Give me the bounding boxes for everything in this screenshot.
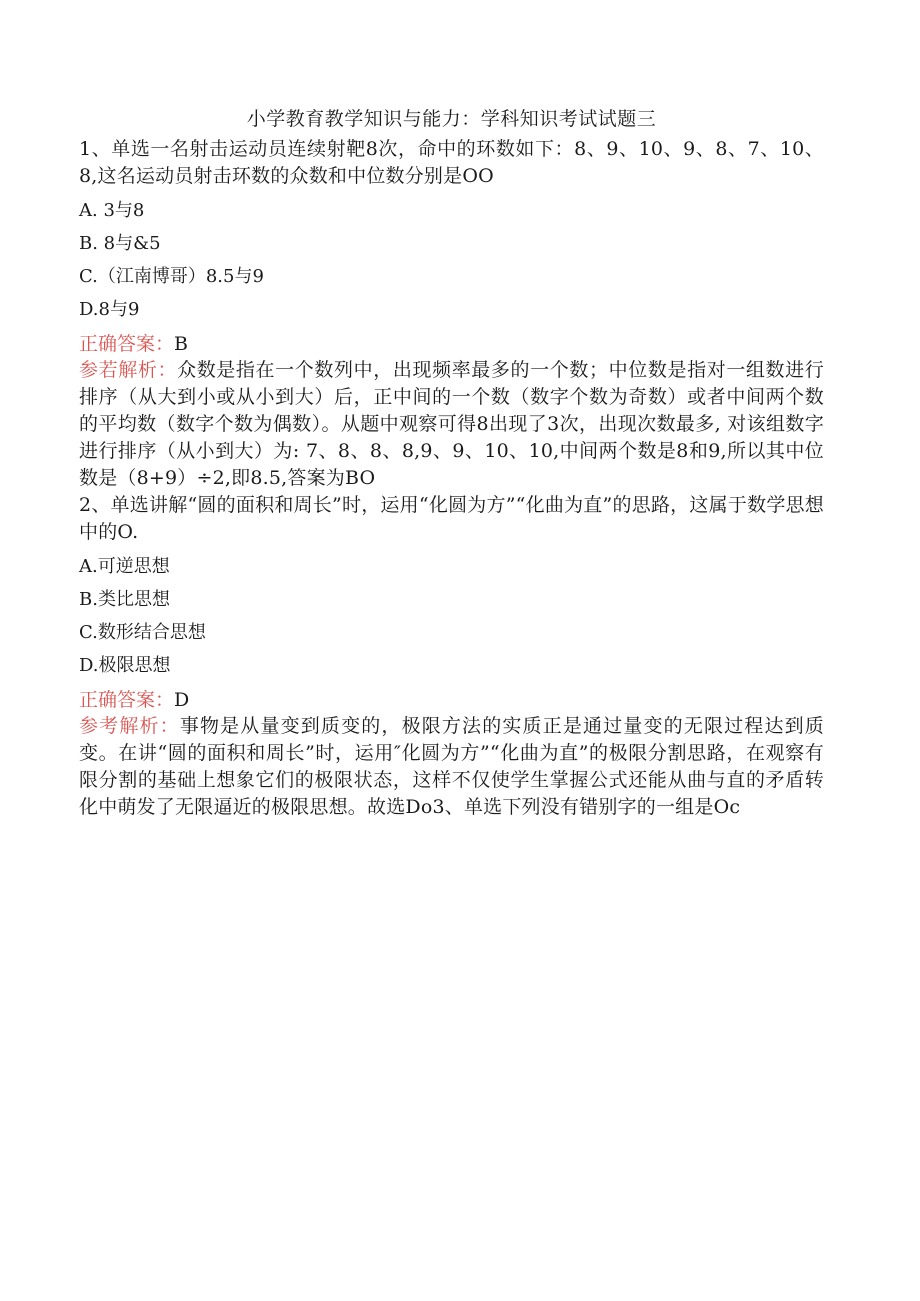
question-1-option-c: C.（江南博哥）8.5与9	[79, 266, 264, 287]
question-1-option-a: A. 3与8	[79, 200, 145, 221]
question-1-option-b: B. 8与&5	[79, 233, 161, 254]
question-1-stem: 1、单选一名射击运动员连续射靶8次，命中的环数如下：8、9、10、9、8、7、10、8,这名运动员射击环数的众数和中位数分别是OO	[79, 138, 824, 187]
question-1-analysis	[79, 357, 824, 492]
answer-label: 正确答案：	[79, 333, 175, 355]
question-1-answer	[79, 331, 824, 357]
answer-label: 正确答案：	[79, 689, 175, 711]
analysis-text: 众数是指在一个数列中，出现频率最多的一个数；中位数是指对一组数进行排序（从大到小或从小到大）后，正中间的一个数（数字个数为奇数）或者中间两个数的平均数（数字个数为偶数）。从题中观察可得8出现了3次，出现次数最多, 对该组数字进行排序（从小到大）为: 7、8、8、8,9、9、10、10,中间两个数是8和9,所以其中位数是（8+9）÷2,即8.5,答案为BO	[79, 359, 824, 489]
analysis-label: 参若解析：	[79, 359, 178, 381]
question-2-stem: 2、单选讲解“圆的面积和周长”时，运用“化圆为方”“化曲为直”的思路，这属于数学思想中的O.	[79, 494, 824, 543]
analysis-label: 参考解析：	[79, 715, 180, 737]
question-1	[79, 136, 824, 492]
question-2-analysis	[79, 713, 824, 821]
analysis-text: 事物是从量变到质变的，极限方法的实质正是通过量变的无限过程达到质变。在讲“圆的面积和周长”时，运用″化圆为方”“化曲为直”的极限分割思路，在观察有限分割的基础上想象它们的极限状态，这样不仅使学生掌握公式还能从曲与直的矛盾转化中萌发了无限逼近的极限思想。故选Do3、单选下列没有错别字的一组是Oc	[79, 715, 824, 818]
document-page	[79, 106, 824, 821]
question-2-option-a: A.可逆思想	[79, 556, 170, 577]
question-2-option-d: D.极限思想	[79, 655, 171, 676]
question-2	[79, 492, 824, 821]
question-2-option-b: B.类比思想	[79, 589, 170, 610]
question-1-option-d: D.8与9	[79, 299, 140, 320]
answer-value: B	[174, 333, 188, 355]
page-title: 小学教育教学知识与能力：学科知识考试试题三	[246, 108, 657, 130]
question-2-option-c: C.数形结合思想	[79, 622, 206, 643]
question-2-answer	[79, 687, 824, 713]
answer-value: D	[174, 689, 190, 711]
